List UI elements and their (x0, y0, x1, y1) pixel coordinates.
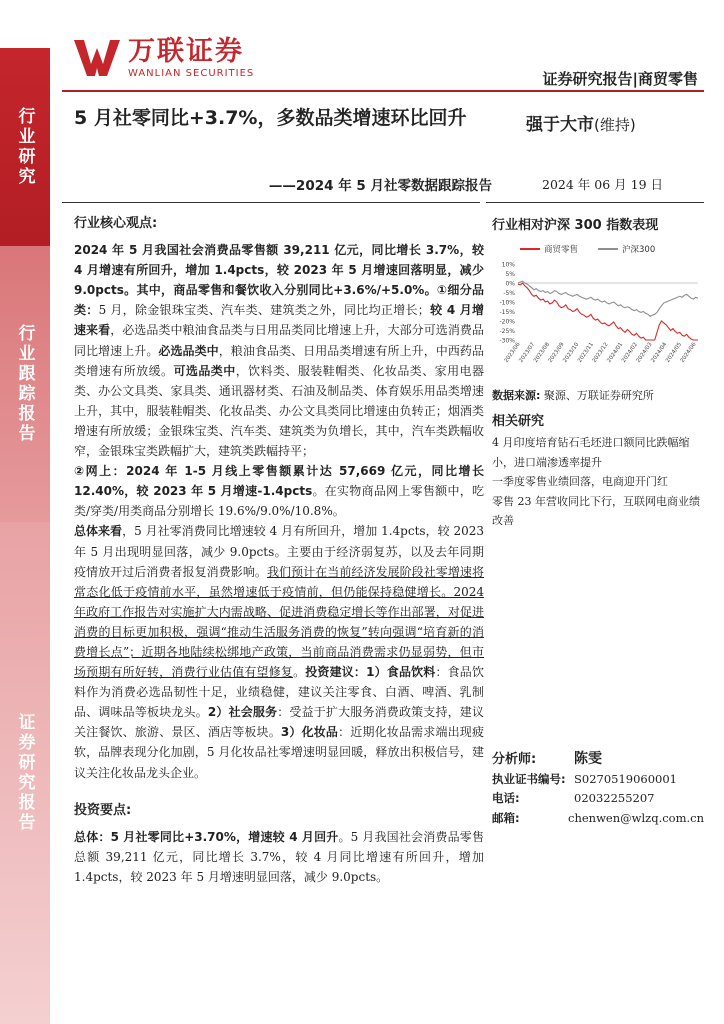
text: 。在实物商品网上零售额中，吃类/穿类/用类商品分别增长 19.6%/9.0%/10.8%。 (74, 484, 484, 519)
related-item[interactable]: 4 月印度培育钻石毛坯进口额同比跌幅缩小，进口端渗透率提升 (492, 436, 690, 469)
x-tick-label: 2023/07 (518, 341, 537, 364)
phone-label: 电话: (492, 791, 520, 805)
analyst-name: 陈雯 (574, 751, 602, 767)
text: ：近期化妆品需求端出现疲软，品牌表现分化加剧，5 月化妆品社零增速明显回暖，释放出积极信号，建议关注化妆品龙头企业。 (74, 725, 484, 780)
data-source (492, 387, 654, 403)
text: 。5 月我国社会消费品零售总额 39,211 亿元，同比增长 3.7%，较 4 月同比增速有所回升，增加 1.4pcts，较 2023 年 5 月增速明显回落，减少 9.0pcts。 (74, 829, 484, 884)
chart-heading: 行业相对沪深 300 指数表现 (492, 218, 659, 233)
x-tick-label: 2024/02 (620, 341, 639, 364)
x-tick-label: 2024/04 (650, 341, 669, 364)
paragraph-2 (74, 461, 484, 521)
sidebar-tab-securities-report (0, 522, 50, 1024)
email-label: 邮箱: (492, 810, 520, 825)
legend-label: 商贸零售 (544, 245, 579, 255)
bold-text: 必选品类中 (158, 343, 219, 358)
cert-label: 执业证书编号: (492, 771, 566, 786)
report-title: 5 月社零同比+3.7%，多数品类增速环比回升 (74, 107, 467, 129)
logo-en-name: WANLIAN SECURITIES (128, 67, 255, 79)
y-tick-label: 5% (505, 271, 515, 278)
y-tick-label: -10% (499, 299, 515, 307)
related-heading: 相关研究 (492, 414, 545, 429)
related-item[interactable]: 零售 23 年营收同比下行，互联网电商业绩改善 (492, 494, 700, 527)
section-divider (486, 202, 704, 203)
wanlian-logo-icon (72, 36, 122, 80)
investment-points-heading: 投资要点: (74, 802, 132, 818)
y-tick-label: -5% (503, 290, 515, 297)
bold-text: 总体来看 (74, 524, 123, 539)
report-date: 2024 年 06 月 19 日 (542, 177, 663, 192)
bold-text: 总体：5 月社零同比+3.70%，增速较 4 月回升 (74, 829, 339, 844)
text: ，5 月社零消费同比增速较 4 月有所回升，增加 1.4pcts，较 2023 年 5 月出现明显回落，减少 9.0pcts。主要由于经济弱复苏，以及去年同期疫情放开过后消费者报复消费影响。 (74, 524, 484, 579)
bold-text: 可选品类中 (173, 363, 236, 378)
paragraph-1 (74, 240, 484, 461)
x-tick-label: 2023/09 (547, 341, 566, 364)
text: ，饮料类、服装鞋帽类、化妆品类、家用电器类、办公文具类、家具类、通讯器材类、石油及制品类、体育娱乐用品类增速上升，其中，服装鞋帽类、化妆品类、办公文具类同比增速由负转正；烟酒类增速有所放缓；金银珠宝类、汽车类、建筑类为负增长，其中，汽车类跌幅收窄，金银珠宝类跌幅扩大，建筑类跌幅持平； (74, 363, 484, 459)
paragraph-3 (74, 521, 484, 782)
underlined-text: 我们预计在当前经济发展阶段社零增速将常态化低于疫情前水平，虽然增速低于疫情前，但仍能保持稳健增长。2024 年政府工作报告对实施扩大内需战略、促进消费稳定增长等作出部署，对促进消费的目标更加积极，强调“推动生活服务消费的恢复”转向强调“培育新的消费增长点”；近期各地陆续松绑地产政策，当前商品消费需求仍显弱势，但市场预期有所好转，消费行业估值有望修复 (74, 564, 484, 680)
data-source-value: 聚源、万联证券研究所 (543, 389, 654, 402)
text: ，粮油食品类、日用品类增速有所上升，中西药品类增速有所放缓。 (74, 343, 484, 378)
bold-text: 2024 年 5 月我国社会消费品零售额 39,211 亿元，同比增长 3.7%，较 4 月增速有所回升，增加 1.4pcts，较 2023 年 5 月增速回落明显，减少 9.0pcts。其中，商品零售和餐饮收入分别同比+3.6%/+5.0%。①细分品类： (74, 243, 484, 318)
text: ，必选品类中粮油食品类与日用品类同比增速上升，大部分可选消费品同比增速上升。 (74, 323, 484, 358)
bold-text: 2）社会服务 (207, 705, 278, 720)
phone-number: 02032255207 (574, 791, 655, 805)
sidebar-tab-tracking-report (0, 246, 50, 522)
report-subtitle: ——2024 年 5 月社零数据跟踪报告 (268, 178, 492, 194)
bold-text: ②网上：2024 年 1-5 月线上零售额累计达 57,669 亿元，同比增长 12.40%，较 2023 年 5 月增速-1.4pcts (74, 464, 484, 499)
x-tick-label: 2024/06 (679, 341, 698, 364)
rating-sub: (维持) (594, 116, 636, 134)
x-tick-label: 2023/08 (532, 341, 551, 364)
relative-performance-chart (492, 240, 704, 380)
bold-text: 3）化妆品 (280, 725, 339, 740)
related-research (492, 410, 704, 531)
x-tick-label: 2023/11 (576, 341, 595, 364)
data-source-label: 数据来源: (492, 389, 541, 402)
header-rule (62, 90, 704, 92)
logo-cn-name: 万联证券 (128, 35, 244, 67)
text: 5 月，除金银珠宝类、汽车类、建筑类之外，同比均正增长； (98, 303, 430, 318)
analyst-info (492, 750, 704, 828)
rating-main: 强于大市 (526, 115, 594, 135)
sidebar-tab-label: 证券研究报告 (14, 713, 35, 833)
sidebar-tab-label: 行业跟踪报告 (14, 324, 35, 444)
y-tick-label: 0% (505, 280, 515, 288)
y-tick-label: -20% (499, 318, 515, 326)
related-item[interactable]: 一季度零售业绩回落，电商迎开门红 (492, 475, 668, 488)
legend-label: 沪深300 (622, 245, 656, 255)
y-tick-label: -25% (499, 328, 515, 335)
text: ：受益于扩大服务消费政策支持，建议关注餐饮、旅游、景区、酒店等板块。 (74, 705, 484, 740)
x-tick-label: 2024/05 (664, 341, 683, 364)
core-views (74, 214, 484, 887)
x-tick-label: 2024/01 (606, 341, 625, 364)
y-tick-label: 10% (501, 261, 515, 269)
x-tick-label: 2024/03 (635, 341, 654, 364)
text: 。 (293, 665, 306, 680)
report-type-label: 证券研究报告|商贸零售 (542, 70, 698, 88)
section-divider (62, 202, 480, 203)
series-line (518, 281, 698, 316)
company-logo (72, 36, 254, 80)
email-address[interactable]: chenwen@wlzq.com.cn (568, 810, 704, 825)
cert-number: S0270519060001 (574, 771, 677, 786)
x-tick-label: 2023/06 (503, 341, 522, 364)
text: ：食品饮料作为消费必选品韧性十足，业绩稳健，建议关注零食、白酒、啤酒、乳制品、调味品等板块龙头。 (74, 665, 484, 720)
x-tick-label: 2023/10 (562, 341, 581, 364)
analyst-label: 分析师: (492, 752, 537, 767)
industry-rating (526, 110, 636, 135)
y-tick-label: -30% (499, 337, 515, 345)
y-tick-label: -15% (499, 309, 515, 316)
core-heading: 行业核心观点: (74, 216, 158, 231)
bold-text: 投资建议：1）食品饮料 (305, 665, 436, 680)
sidebar-tab-industry-research (0, 48, 50, 246)
paragraph-4 (74, 827, 484, 887)
bold-text: 较 4 月增速来看 (74, 303, 484, 338)
sidebar-tab-label: 行业研究 (14, 107, 35, 187)
x-tick-label: 2023/12 (591, 341, 610, 364)
